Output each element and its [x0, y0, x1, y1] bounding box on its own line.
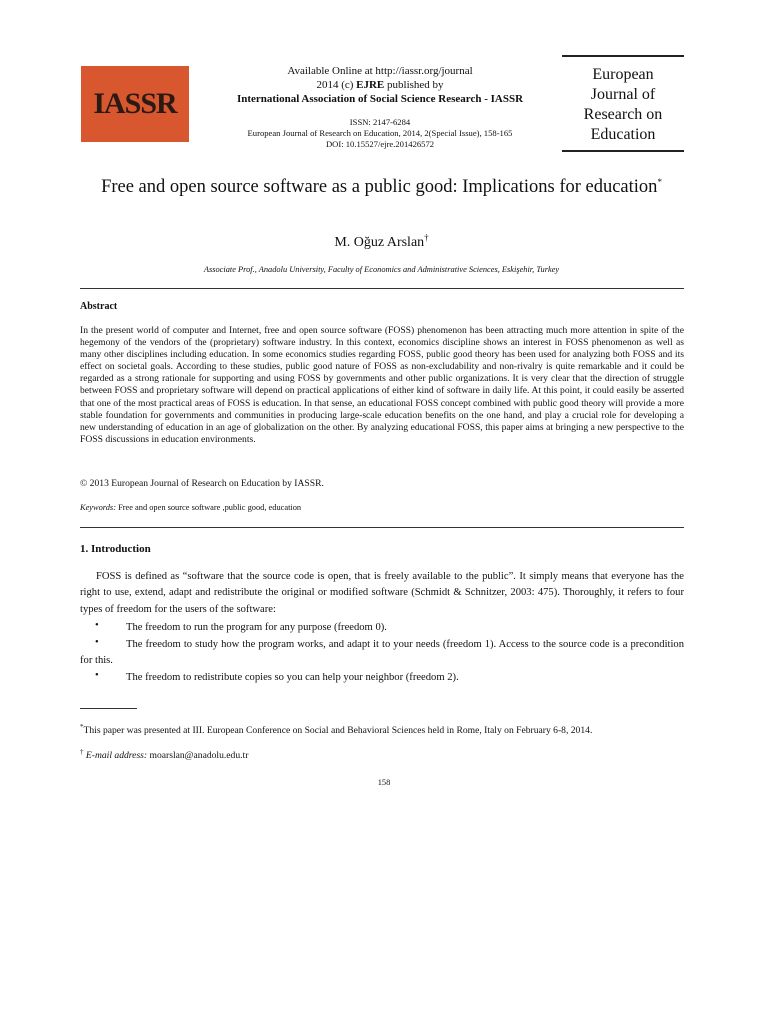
divider-top [80, 288, 684, 289]
bullet-marker: • [95, 637, 99, 648]
divider-bottom [80, 527, 684, 528]
bullet-marker: • [95, 620, 99, 631]
keywords-line [80, 503, 301, 512]
footnote-1: *This paper was presented at III. European Conference on Social and Behavioral Sciences held in Rome, Italy on February 6-8, 2014. [80, 722, 593, 736]
abstract-heading: Abstract [80, 301, 118, 312]
paper-title: Free and open source software as a public good: Implications for education* [101, 176, 662, 197]
journal-line-4: Education [590, 126, 656, 143]
journal-line-1: European [592, 66, 654, 83]
bullet-marker: • [95, 670, 99, 681]
email-label: E-mail address: [85, 750, 148, 761]
email-address: moarslan@anadolu.edu.tr [147, 750, 249, 761]
keywords-text: Free and open source software ,public good, education [115, 503, 302, 512]
published-line: 2014 (c) EJRE published by [316, 79, 444, 91]
issn: ISSN: 2147-6284 [349, 117, 411, 127]
page-number: 158 [377, 778, 391, 787]
citation: European Journal of Research on Education, 2014, 2(Special Issue), 158-165 [247, 128, 513, 138]
author-affiliation: Associate Prof., Anadolu University, Faculty of Economics and Administrative Sciences, Eskişehir, Turkey [203, 265, 560, 274]
author-footnote-mark: † [424, 232, 429, 243]
section-heading: 1. Introduction [80, 543, 151, 555]
copyright-line: © 2013 European Journal of Research on Education by IASSR. [80, 478, 324, 489]
footnote-2: † E-mail address: moarslan@anadolu.edu.tr [80, 747, 249, 761]
footnote-rule [80, 708, 137, 709]
bullet-item: The freedom to study how the program works, and adapt it to your needs (freedom 1). Access to the source code is a precondition for this. [80, 639, 684, 667]
journal-name-box [562, 55, 684, 152]
bullet-item: The freedom to redistribute copies so you can help your neighbor (freedom 2). [126, 672, 459, 683]
available-online: Available Online at http://iassr.org/journal [287, 65, 473, 77]
doi: DOI: 10.15527/ejre.201426572 [325, 139, 435, 149]
iassr-logo [81, 66, 189, 142]
journal-line-2: Journal of [590, 86, 656, 103]
title-footnote-mark: * [657, 176, 662, 187]
keywords-label: Keywords: [80, 503, 116, 512]
abstract-text: In the present world of computer and Internet, free and open source software (FOSS) phenomenon has been attracting much more attention in spite of the hegemony of the vendors of the (proprietary) software industry. In this context, economics discipline shows an interest in FOSS phenomenon as well as many other disciplines including education. In some economics studies regarding FOSS, public good theory has been used for analyzing both FOSS and its effect on societal goals. According to these studies, public good nature of FOSS as non-excludability and non-rivalry is quite remarkable and it could be regarded as a strong rationale for supporting and using FOSS by governments and other public organizations. It is very clear that the direction of struggle between FOSS and proprietary software will depend on practical applications of either kind of software in daily life. At this point, it could easily be asserted that one of the most practical areas of FOSS is education. In that sense, an educational FOSS concept combined with public good theory will provide a more stable foundation for governments and communities in producing large-scale education benefits on the one hand, and play a crucial role for developing a new understanding of education in an age of globalization on the other. By analyzing educational FOSS, this paper aims at bringing a new perspective to the FOSS discussions in education environments. [80, 325, 684, 445]
journal-line-3: Research on [583, 106, 663, 123]
publisher-name: International Association of Social Science Research - IASSR [236, 93, 524, 105]
intro-paragraph: FOSS is defined as “software that the source code is open, that is freely available to the public”. It simply means that everyone has the right to use, extend, adapt and redistribute the original or modified software (Schmidt & Schnitzer, 2003: 475). Thoroughly, it refers to four types of freedom for the users of the software: [80, 571, 684, 615]
logo-text: IASSR [93, 87, 177, 120]
publication-info [190, 64, 570, 150]
bullet-item: The freedom to run the program for any purpose (freedom 0). [126, 622, 387, 633]
author-name: M. Oğuz Arslan† [334, 232, 429, 250]
